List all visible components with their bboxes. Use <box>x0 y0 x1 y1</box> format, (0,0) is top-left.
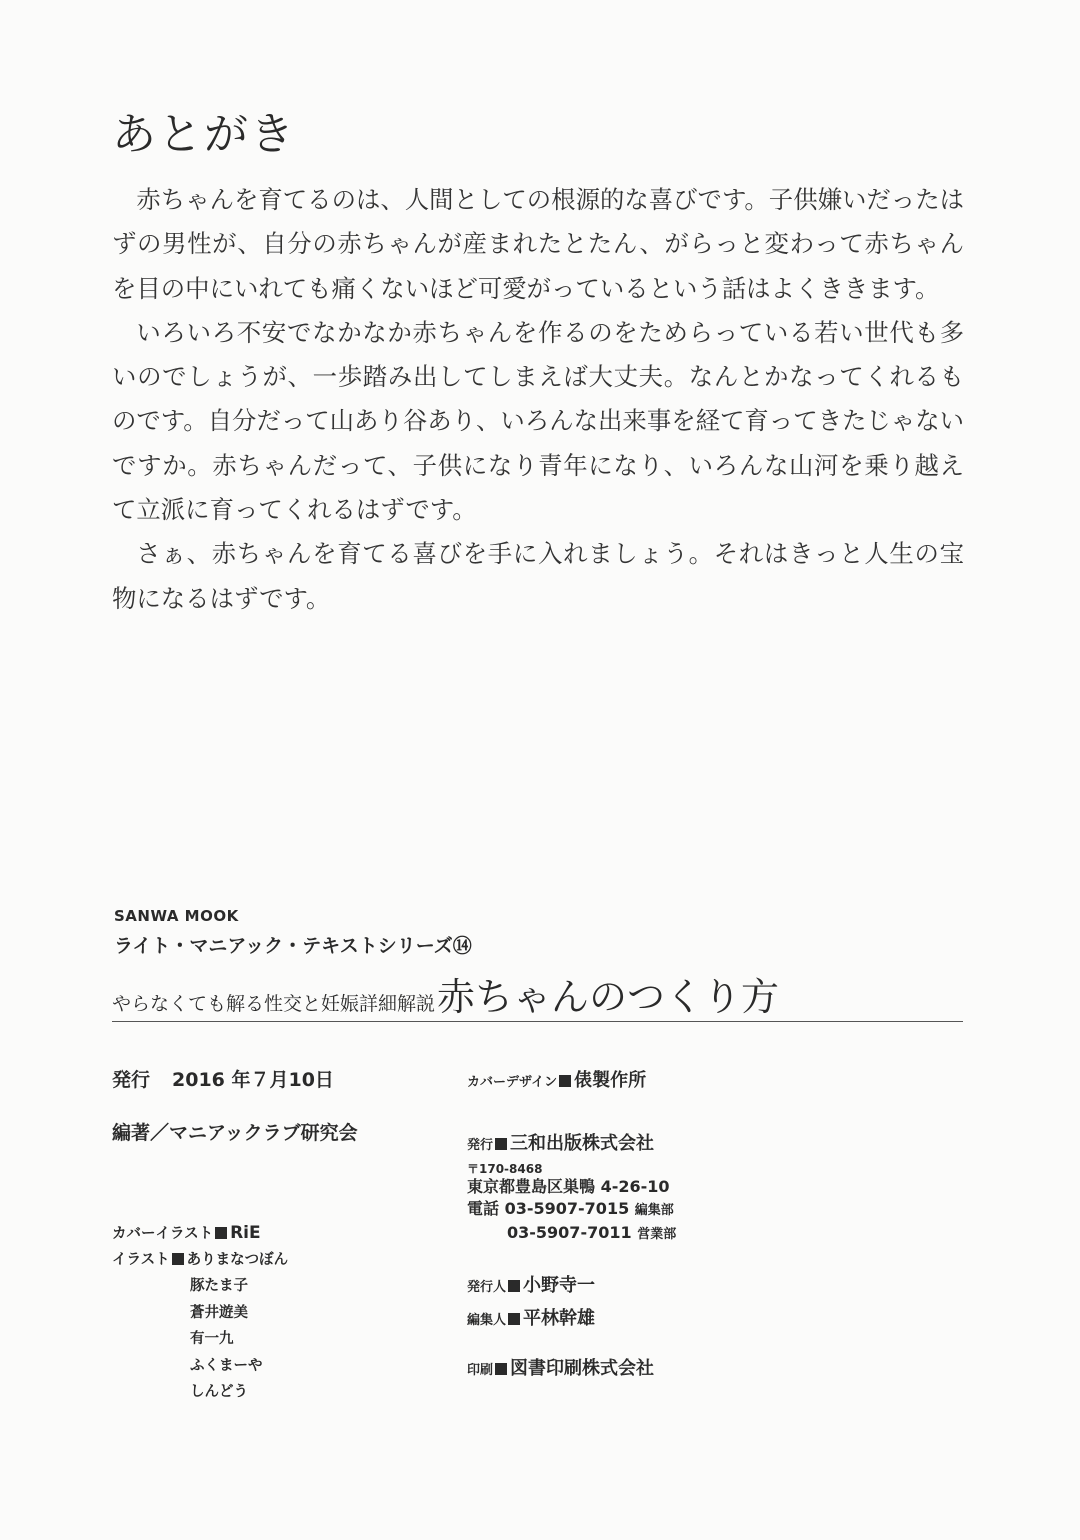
mook-label: SANWA MOOK <box>114 907 239 925</box>
tel-dept: 編集部 <box>634 1203 674 1218</box>
square-bullet-icon <box>495 1363 507 1375</box>
square-bullet-icon <box>215 1227 227 1239</box>
square-bullet-icon <box>495 1138 507 1150</box>
illust-row <box>112 1247 288 1274</box>
printer-row <box>467 1354 654 1380</box>
square-bullet-icon <box>508 1280 520 1292</box>
illustrator: ありまなつぼん <box>186 1251 289 1268</box>
square-bullet-icon <box>559 1075 571 1087</box>
issuer-label: 発行人 <box>467 1280 507 1295</box>
tel-dept: 営業部 <box>637 1227 677 1242</box>
square-bullet-icon <box>172 1253 184 1265</box>
divider <box>112 1021 963 1022</box>
editor-label: 編集人 <box>467 1313 507 1328</box>
cover-design-row <box>467 1066 646 1092</box>
illustrator: 豚たま子 <box>190 1278 248 1294</box>
publisher-label: 発行 <box>467 1138 494 1153</box>
publisher: 三和出版株式会社 <box>510 1133 655 1154</box>
tel-label: 電話 <box>467 1199 500 1218</box>
book-title-row <box>112 966 779 1021</box>
series-title: ライト・マニアック・テキストシリーズ⑭ <box>114 935 472 957</box>
tel-number: 03-5907-7011 <box>507 1223 632 1242</box>
printer-label: 印刷 <box>467 1363 494 1378</box>
issuer: 小野寺一 <box>523 1275 596 1296</box>
illustrator: しんどう <box>190 1384 248 1400</box>
square-bullet-icon <box>508 1313 520 1325</box>
editor-row <box>467 1304 595 1330</box>
illustrator: ふくまーや <box>190 1357 263 1374</box>
afterword-title: あとがき <box>112 109 296 160</box>
cover-design-label: カバーデザイン <box>467 1075 558 1090</box>
tel-row <box>467 1198 676 1222</box>
illustrator: 蒼井遊美 <box>190 1304 248 1321</box>
illust-label: イラスト <box>112 1251 170 1268</box>
tel-row <box>467 1222 676 1246</box>
cover-illustrator: RiE <box>230 1223 261 1243</box>
publisher-row <box>467 1129 654 1155</box>
tel-number: 03-5907-7015 <box>504 1199 630 1218</box>
afterword-paragraph: さぁ、赤ちゃんを育てる喜びを手に入れましょう。それはきっと人生の宝物になるはずです。 <box>112 539 964 613</box>
publish-date: 2016 年７月10日 <box>172 1069 334 1091</box>
author: 編著／マニアックラブ研究会 <box>112 1122 358 1144</box>
publish-date-label: 発行 <box>112 1069 151 1091</box>
book-subtitle: やらなくても解る性交と妊娠詳細解説 <box>112 993 436 1015</box>
address: 東京都豊島区巣鴨 4-26-10 <box>467 1177 670 1196</box>
illustration-credits <box>112 1220 288 1406</box>
afterword-body <box>112 178 964 621</box>
afterword-paragraph: 赤ちゃんを育てるのは、人間としての根源的な喜びです。子供嫌いだったはずの男性が、自分の赤ちゃんが産まれたとたん、がらっと変わって赤ちゃんを目の中にいれても痛くないほど可愛がっているという話はよくききます。 <box>112 185 964 303</box>
book-title: 赤ちゃんのつくり方 <box>437 975 780 1019</box>
publisher-address <box>467 1162 676 1246</box>
zip-code: 〒170-8468 <box>467 1162 543 1176</box>
illustrator: 有一九 <box>190 1331 234 1347</box>
publish-date-row <box>112 1065 334 1092</box>
printer: 図書印刷株式会社 <box>510 1358 655 1379</box>
cover-illust-label: カバーイラスト <box>112 1226 214 1242</box>
afterword-paragraph: いろいろ不安でなかなか赤ちゃんを作るのをためらっている若い世代も多いのでしょうが、一歩踏み出してしまえば大丈夫。なんとかなってくれるものです。自分だって山あり谷あり、いろんな出来事を経て育ってきたじゃないですか。赤ちゃんだって、子供になり青年になり、いろんな山河を乗り越えて立派に育ってくれるはずです。 <box>112 317 964 525</box>
cover-illust-row <box>112 1220 288 1247</box>
issuer-row <box>467 1271 595 1297</box>
editor: 平林幹雄 <box>523 1308 596 1329</box>
cover-designer: 俵製作所 <box>574 1070 647 1091</box>
